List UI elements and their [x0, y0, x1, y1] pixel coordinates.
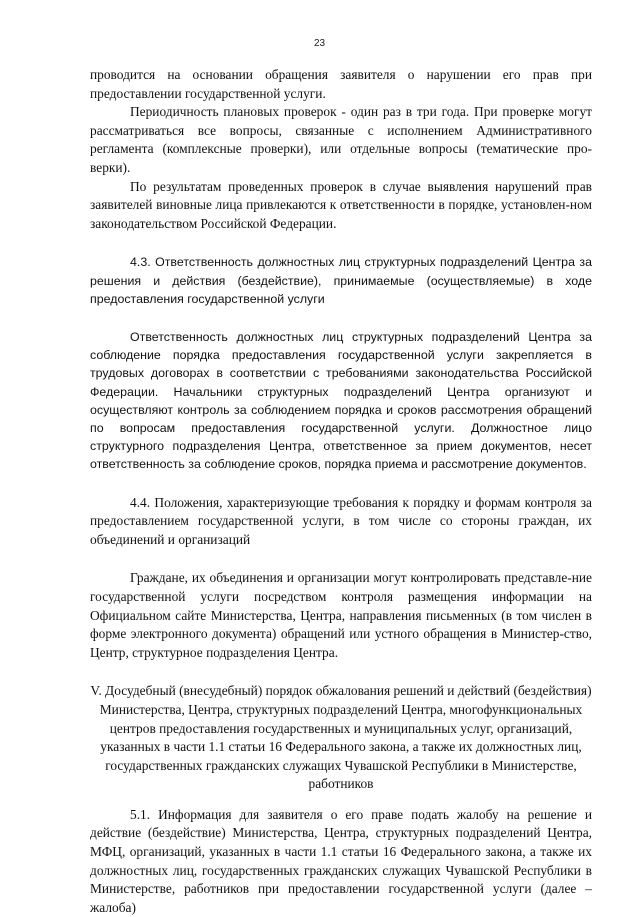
document-body	[90, 66, 592, 917]
paragraph-complaint-info: 5.1. Информация для заявителя о его праве подать жалобу на решение и действие (бездействие) Министерства, Центра, структурных подразделений Центра, МФЦ, организаций, указанных в части 1.1 статьи 16 Федерального закона, а также их должностных лиц, государственных гражданских служащих Чувашской Республики в Министерстве, работников при предоставлении государственной услуги (далее – жалоба)	[90, 806, 592, 915]
section-heading-4-4: 4.4. Положения, характеризующие требования к порядку и формам контроля за предоставлением государственной услуги, в том числе со стороны граждан, их объединений и организаций	[90, 494, 592, 547]
page-number: 23	[313, 38, 326, 49]
paragraph-citizen-control: Граждане, их объединения и организации могут контролировать представле-ние государственной услуги посредством контроля размещения информации на Официальном сайте Министерства, Центра, направления письменных (в том числен в форме электронного документа) обращений или устного обращения в Министер-ство, Центр, структурное подразделения Центра.	[90, 570, 592, 660]
section-heading-4-3: 4.3. Ответственность должностных лиц структурных подразделений Центра за решения и действия (бездействие), принимаемые (осуществляемые) в ходе предоставления государственной услуги	[90, 255, 592, 306]
section-heading-5: V. Досудебный (внесудебный) порядок обжалования решений и действий (бездействия) Министерства, Центра, структурных подразделений Центра, многофункциональных центров предоставления государственных и муниципальных услуг, организаций, указанных в части 1.1 статьи 16 Федерального закона, а также их должностных лиц, государственных гражданских служащих Чувашской Республики в Министерстве, работников	[90, 683, 592, 792]
paragraph-inspection-frequency: Периодичность плановых проверок - один раз в три года. При проверке могут рассматриваться все вопросы, связанные с исполнением Административного регламента (комплексные проверки), или отдельные вопросы (тематические про-верки).	[90, 104, 592, 175]
paragraph-inspection-results: По результатам проведенных проверок в случае выявления нарушений прав заявителей виновные лица привлекаются к ответственности в порядке, установлен-ном законодательством Российской Федерации.	[90, 178, 592, 231]
paragraph-continuation: проводится на основании обращения заявителя о нарушении его прав при предоставлении государственной услуги.	[90, 67, 592, 101]
paragraph-responsibility: Ответственность должностных лиц структурных подразделений Центра за соблюдение порядка предоставления государственной услуги закрепляется в трудовых договорах в соответствии с требованиями законодательства Российской Федерации. Начальники структурных подразделений Центра организуют и осуществляют контроль за соблюдением порядка и сроков рассмотрения обращений по вопросам предоставления государственной услуги. Должностное лицо структурного подразделения Центра, ответственное за прием документов, несет ответственность за соблюдение сроков, порядка приема и рассмотрение документов.	[90, 329, 592, 472]
